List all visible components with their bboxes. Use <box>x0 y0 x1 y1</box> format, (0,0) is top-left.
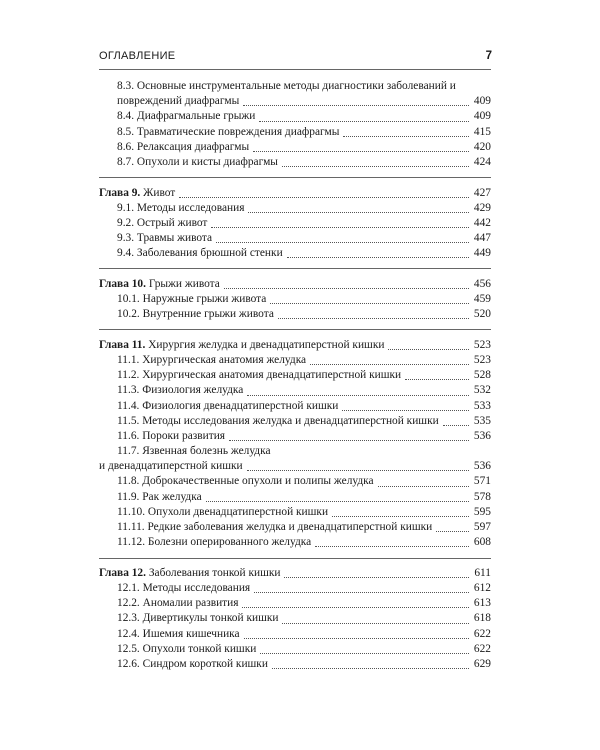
dot-leader <box>211 227 469 228</box>
entry-title: 11.6. Пороки развития <box>117 429 226 442</box>
entry-title: 12.2. Аномалии развития <box>117 597 239 610</box>
chapter-name: Заболевания тонкой кишки <box>145 566 281 579</box>
entry-title: 9.3. Травмы живота <box>117 232 213 245</box>
chapter-page: 611 <box>474 566 491 579</box>
dot-leader <box>332 516 469 517</box>
chapter-entry[interactable] <box>99 277 491 292</box>
toc-entry[interactable] <box>99 399 491 414</box>
dot-leader <box>247 395 469 396</box>
chapter-label: Глава 12. <box>99 566 146 579</box>
toc-entry[interactable] <box>99 490 491 505</box>
entry-page: 595 <box>473 505 491 518</box>
dot-leader <box>388 349 469 350</box>
entry-title: 9.4. Заболевания брюшной стенки <box>117 247 283 260</box>
entry-page: 597 <box>473 521 491 534</box>
chapter-label: Глава 10. <box>99 277 146 290</box>
toc-section <box>99 277 491 323</box>
section-rule <box>99 177 491 178</box>
entry-page: 523 <box>473 353 491 366</box>
entry-title: 12.3. Дивертикулы тонкой кишки <box>117 612 279 625</box>
chapter-page: 427 <box>473 186 491 199</box>
entry-page: 618 <box>473 612 491 625</box>
dot-leader <box>405 379 469 380</box>
chapter-name: Грыжи живота <box>145 277 220 290</box>
chapter-entry[interactable] <box>99 566 491 581</box>
toc-entry[interactable] <box>99 368 491 383</box>
entry-title: 11.8. Доброкачественные опухоли и полипы желудка <box>117 475 374 488</box>
entry-page: 535 <box>473 414 491 427</box>
entry-title: 11.1. Хирургическая анатомия желудка <box>117 353 307 366</box>
entry-title: повреждений диафрагмы <box>117 95 240 108</box>
entry-title: 12.4. Ишемия кишечника <box>117 627 240 640</box>
toc-section <box>99 186 491 262</box>
dot-leader <box>229 440 469 441</box>
chapter-name: Живот <box>140 186 176 199</box>
toc-entry-first-line <box>99 79 491 94</box>
toc-entry[interactable] <box>99 581 491 596</box>
entry-page: 429 <box>473 201 491 214</box>
entry-title: 12.1. Методы исследования <box>117 581 251 594</box>
dot-leader <box>254 592 469 593</box>
toc-entry[interactable] <box>99 535 491 550</box>
dot-leader <box>270 303 469 304</box>
entry-page: 629 <box>473 657 491 670</box>
toc-entry[interactable] <box>99 596 491 611</box>
toc-entry[interactable] <box>99 414 491 429</box>
table-of-contents <box>99 79 491 672</box>
entry-title: 11.11. Редкие заболевания желудка и двенадцатиперстной кишки <box>117 521 433 534</box>
header-rule <box>99 69 491 70</box>
entry-page: 528 <box>473 369 491 382</box>
entry-title: 11.4. Физиология двенадцатиперстной кишки <box>117 399 339 412</box>
toc-entry[interactable] <box>99 459 491 474</box>
toc-entry[interactable] <box>99 109 491 124</box>
entry-title: 11.7. Язвенная болезнь желудка <box>117 445 271 458</box>
entry-title: 8.4. Диафрагмальные грыжи <box>117 110 256 123</box>
toc-entry[interactable] <box>99 216 491 231</box>
toc-entry[interactable] <box>99 429 491 444</box>
chapter-page: 456 <box>473 277 491 290</box>
entry-title: 11.3. Физиология желудка <box>117 384 244 397</box>
toc-entry[interactable] <box>99 505 491 520</box>
dot-leader <box>247 470 469 471</box>
entry-page: 571 <box>473 475 491 488</box>
section-rule <box>99 558 491 559</box>
toc-entry[interactable] <box>99 657 491 672</box>
chapter-label: Глава 9. <box>99 186 141 199</box>
dot-leader <box>248 212 469 213</box>
entry-page: 424 <box>473 155 491 168</box>
toc-entry[interactable] <box>99 520 491 535</box>
entry-page: 420 <box>473 140 491 153</box>
section-rule <box>99 268 491 269</box>
dot-leader <box>216 242 469 243</box>
toc-entry[interactable] <box>99 611 491 626</box>
toc-entry[interactable] <box>99 627 491 642</box>
entry-page: 612 <box>473 581 491 594</box>
chapter-title <box>99 338 384 353</box>
dot-leader <box>259 121 469 122</box>
entry-title: 8.5. Травматические повреждения диафрагмы <box>117 125 340 138</box>
entry-page: 536 <box>473 460 491 473</box>
dot-leader <box>260 653 469 654</box>
chapter-title <box>99 566 280 581</box>
chapter-name: Хирургия желудка и двенадцатиперстной кишки <box>145 338 385 351</box>
entry-title: 11.5. Методы исследования желудка и двенадцатиперстной кишки <box>117 414 439 427</box>
dot-leader <box>342 410 469 411</box>
section-rule <box>99 329 491 330</box>
entry-title: 11.10. Опухоли двенадцатиперстной кишки <box>117 505 329 518</box>
page-number: 7 <box>485 50 492 62</box>
entry-page: 532 <box>473 384 491 397</box>
entry-page: 409 <box>473 110 491 123</box>
dot-leader <box>282 623 469 624</box>
entry-page: 533 <box>473 399 491 412</box>
entry-page: 409 <box>473 95 491 108</box>
entry-title: 11.2. Хирургическая анатомия двенадцатиперстной кишки <box>117 369 402 382</box>
chapter-title <box>99 277 220 292</box>
running-header <box>99 50 492 68</box>
entry-page: 447 <box>473 232 491 245</box>
entry-page: 613 <box>473 597 491 610</box>
toc-entry[interactable] <box>99 246 491 261</box>
dot-leader <box>242 607 469 608</box>
chapter-page: 523 <box>473 338 491 351</box>
entry-title: 10.1. Наружные грыжи живота <box>117 293 267 306</box>
toc-entry[interactable] <box>99 353 491 368</box>
entry-title: 8.6. Релаксация диафрагмы <box>117 140 250 153</box>
entry-page: 520 <box>473 308 491 321</box>
dot-leader <box>224 288 469 289</box>
dot-leader <box>436 531 469 532</box>
entry-page: 622 <box>473 642 491 655</box>
toc-entry[interactable] <box>99 474 491 489</box>
toc-entry[interactable] <box>99 231 491 246</box>
entry-page: 459 <box>473 293 491 306</box>
dot-leader <box>443 425 469 426</box>
entry-page: 415 <box>473 125 491 138</box>
dot-leader <box>243 105 469 106</box>
entry-title: 11.12. Болезни оперированного желудка <box>117 536 312 549</box>
chapter-title <box>99 186 175 201</box>
dot-leader <box>206 501 469 502</box>
entry-page: 608 <box>473 536 491 549</box>
toc-entry[interactable] <box>99 140 491 155</box>
toc-section <box>99 566 491 672</box>
entry-title: 9.2. Острый живот <box>117 216 208 229</box>
dot-leader <box>315 546 469 547</box>
dot-leader <box>244 638 469 639</box>
dot-leader <box>378 486 469 487</box>
entry-page: 578 <box>473 490 491 503</box>
entry-title: 9.1. Методы исследования <box>117 201 245 214</box>
entry-title: 8.7. Опухоли и кисты диафрагмы <box>117 155 278 168</box>
entry-page: 536 <box>473 429 491 442</box>
toc-entry[interactable] <box>99 155 491 170</box>
toc-entry[interactable] <box>99 292 491 307</box>
dot-leader <box>287 257 469 258</box>
toc-entry[interactable] <box>99 642 491 657</box>
entry-title: 8.3. Основные инструментальные методы диагностики заболеваний и <box>117 80 456 92</box>
chapter-entry[interactable] <box>99 338 491 353</box>
chapter-entry[interactable] <box>99 186 491 201</box>
entry-title: 12.5. Опухоли тонкой кишки <box>117 642 257 655</box>
dot-leader <box>278 318 469 319</box>
running-header-title: ОГЛАВЛЕНИЕ <box>99 50 176 62</box>
dot-leader <box>179 197 469 198</box>
dot-leader <box>310 364 469 365</box>
entry-page: 622 <box>473 627 491 640</box>
toc-entry[interactable] <box>99 201 491 216</box>
toc-entry[interactable] <box>99 125 491 140</box>
dot-leader <box>282 166 469 167</box>
dot-leader <box>253 151 469 152</box>
chapter-label: Глава 11. <box>99 338 146 351</box>
entry-title: 11.9. Рак желудка <box>117 490 202 503</box>
toc-entry[interactable] <box>99 383 491 398</box>
entry-title: 12.6. Синдром короткой кишки <box>117 657 268 670</box>
dot-leader <box>272 668 469 669</box>
entry-title: 10.2. Внутренние грыжи живота <box>117 308 274 321</box>
dot-leader <box>343 136 469 137</box>
dot-leader <box>284 577 469 578</box>
entry-page: 449 <box>473 247 491 260</box>
entry-title: и двенадцатиперстной кишки <box>99 460 243 473</box>
toc-entry[interactable] <box>99 307 491 322</box>
entry-page: 442 <box>473 216 491 229</box>
toc-section <box>99 338 491 551</box>
toc-section <box>99 79 491 170</box>
toc-entry[interactable] <box>99 94 491 109</box>
toc-entry-first-line <box>99 444 491 459</box>
